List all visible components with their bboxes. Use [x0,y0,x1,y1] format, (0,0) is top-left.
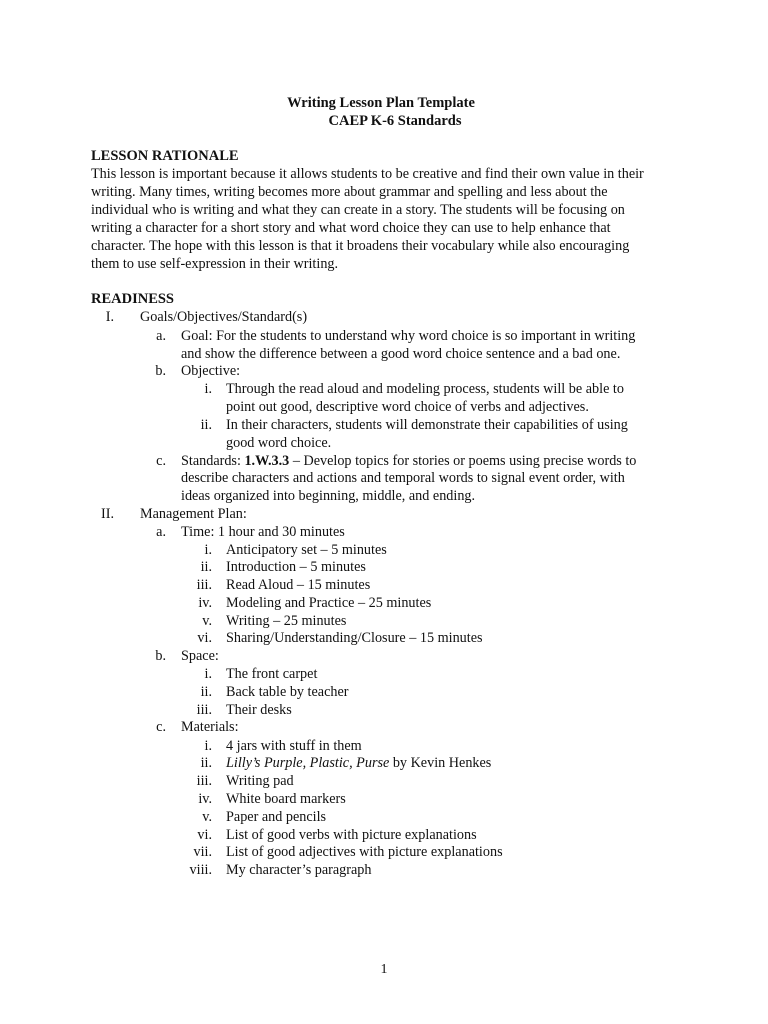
standards-code: 1.W.3.3 [244,453,290,469]
page-number: 1 [380,962,388,977]
materials-label: Materials: [181,719,239,735]
list-item: Paper and pencils [226,809,327,825]
rationale-line: them to use self-expression in their writing. [91,256,339,272]
list-numeral: vii. [193,844,212,860]
document-subtitle: CAEP K-6 Standards [328,113,462,129]
rationale-line: writing a character for a short story and what word choice they can use to help enhance that [91,220,611,236]
list-item: Writing – 25 minutes [226,613,347,629]
standards-text: describe characters and actions and temporal words to signal event order, with [181,470,625,486]
document-title: Writing Lesson Plan Template [287,95,475,111]
section-label: Goals/Objectives/Standard(s) [140,309,308,325]
list-item: The front carpet [226,666,318,682]
list-item: 4 jars with stuff in them [226,738,362,754]
list-numeral: v. [202,809,212,825]
goal-text: and show the difference between a good word choice sentence and a bad one. [181,346,621,362]
list-letter: c. [156,719,166,735]
book-author: by Kevin Henkes [389,755,492,771]
list-letter: a. [156,524,166,540]
objective-text: good word choice. [226,435,332,451]
list-numeral: iii. [196,577,212,593]
list-numeral: i. [204,666,212,682]
standards-description: – Develop topics for stories or poems using precise words to [289,453,637,469]
objective-text: In their characters, students will demonstrate their capabilities of using [226,417,628,433]
list-item: White board markers [226,791,346,807]
list-letter: b. [155,648,166,664]
list-numeral: iii. [196,702,212,718]
rationale-heading: LESSON RATIONALE [91,148,239,164]
list-item [226,754,491,772]
objective-label: Objective: [181,363,241,379]
book-title: Lilly’s Purple, Plastic, Purse [226,755,390,771]
list-item: Writing pad [226,773,294,789]
rationale-line: writing. Many times, writing becomes more about grammar and spelling and less about the [91,184,608,200]
list-numeral: iv. [198,595,212,611]
rationale-paragraph [91,165,691,273]
list-numeral: vi. [197,827,212,843]
list-item: Anticipatory set – 5 minutes [226,542,387,558]
objective-text: point out good, descriptive word choice of verbs and adjectives. [226,399,589,415]
section-label: Management Plan: [140,506,247,522]
list-numeral: ii. [200,417,212,433]
list-numeral: viii. [189,862,212,878]
list-numeral: i. [204,381,212,397]
list-numeral: i. [204,738,212,754]
list-letter: c. [156,453,166,469]
list-item: Back table by teacher [226,684,349,700]
list-item: List of good adjectives with picture explanations [226,844,503,860]
standards-text [181,452,636,470]
list-item: My character’s paragraph [226,862,372,878]
list-numeral: vi. [197,630,212,646]
objective-text: Through the read aloud and modeling process, students will be able to [226,381,624,397]
list-numeral: ii. [200,755,212,771]
list-item: Introduction – 5 minutes [226,559,366,575]
list-numeral: iii. [196,773,212,789]
readiness-heading: READINESS [91,291,174,307]
standards-text: ideas organized into beginning, middle, and ending. [181,488,476,504]
list-letter: b. [155,363,166,379]
list-item: Their desks [226,702,292,718]
section-number: I. [105,309,114,325]
list-item: List of good verbs with picture explanations [226,827,477,843]
list-item: Sharing/Understanding/Closure – 15 minutes [226,630,483,646]
list-numeral: iv. [198,791,212,807]
section-number: II. [101,506,114,522]
goal-text: Goal: For the students to understand why word choice is so important in writing [181,328,636,344]
space-label: Space: [181,648,219,664]
list-letter: a. [156,328,166,344]
list-numeral: i. [204,542,212,558]
list-numeral: ii. [200,559,212,575]
list-item: Read Aloud – 15 minutes [226,577,371,593]
list-numeral: v. [202,613,212,629]
rationale-line: individual who is writing and what they can create in a story. The students will be focusing on [91,202,625,218]
time-label: Time: 1 hour and 30 minutes [181,524,345,540]
rationale-line: character. The hope with this lesson is that it broadens their vocabulary while also encouraging [91,238,630,254]
rationale-line: This lesson is important because it allows students to be creative and find their own value in their [91,166,644,182]
list-item: Modeling and Practice – 25 minutes [226,595,432,611]
standards-label: Standards: [181,453,245,469]
list-numeral: ii. [200,684,212,700]
